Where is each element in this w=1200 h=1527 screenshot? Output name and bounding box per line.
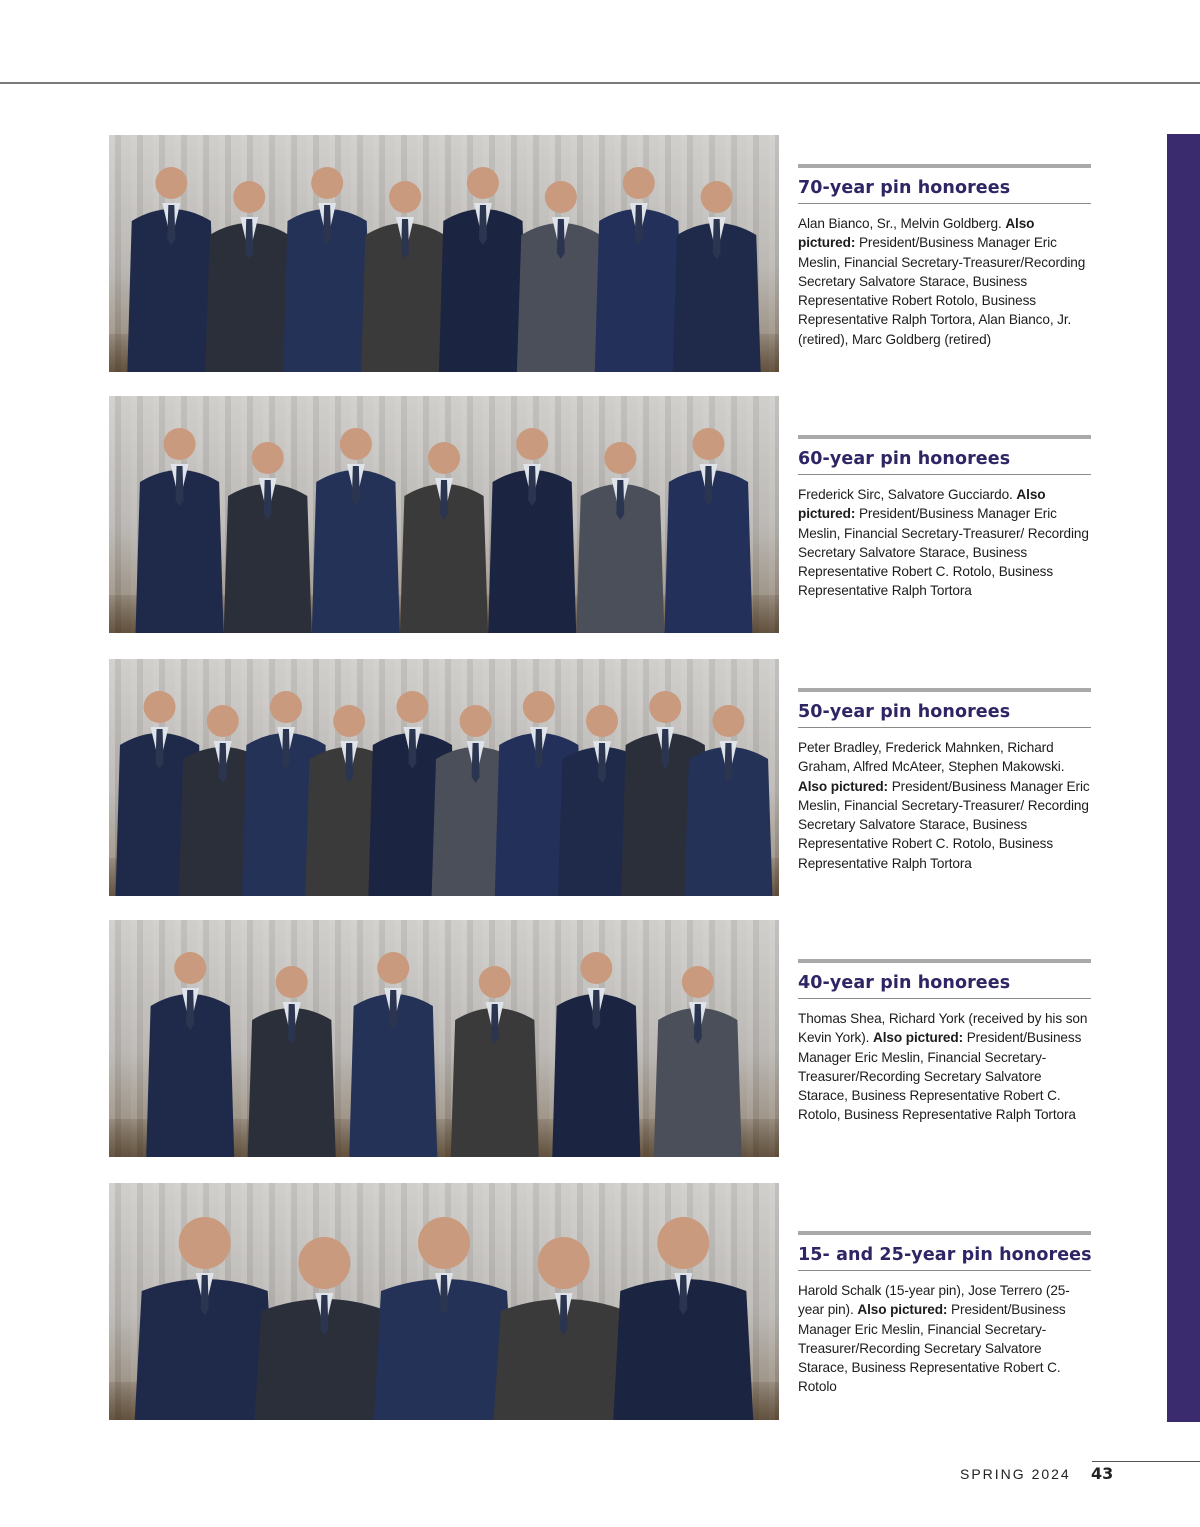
group-photo-60-year xyxy=(109,396,779,633)
section-heading: 40-year pin honorees xyxy=(798,973,1091,999)
person-figure xyxy=(205,181,293,372)
section-rule xyxy=(798,688,1091,692)
section-60-year xyxy=(798,435,1091,601)
honoree-names: Peter Bradley, Frederick Mahnken, Richard Graham, Alfred McAteer, Stephen Makowski. xyxy=(798,740,1065,775)
also-pictured-label: Also pictured: xyxy=(798,778,888,794)
group-photo-70-year xyxy=(109,135,779,372)
section-heading: 60-year pin honorees xyxy=(798,449,1091,475)
person-figure xyxy=(248,966,336,1157)
page-footer xyxy=(0,1461,1200,1501)
also-pictured-text: President/Business Manager Eric Meslin, Financial Secretary-Treasurer/Recording Secretary Salvatore Starace, Business Representative Robert C. Rotolo, Business Representative Ralph Tortora xyxy=(798,1030,1082,1123)
also-pictured-label: Also pictured: xyxy=(798,487,1046,522)
section-50-year xyxy=(798,688,1091,873)
person-figure xyxy=(224,442,312,633)
person-figure xyxy=(312,428,400,633)
top-rule xyxy=(0,82,1200,84)
person-figure xyxy=(361,181,449,372)
person-figure xyxy=(400,442,488,633)
also-pictured-label: Also pictured: xyxy=(857,1302,948,1318)
person-figure xyxy=(283,167,371,372)
person-figure xyxy=(576,442,664,633)
person-figure xyxy=(439,167,527,372)
honoree-names: Alan Bianco, Sr., Melvin Goldberg. xyxy=(798,216,1002,231)
person-figure xyxy=(136,428,224,633)
person-figure xyxy=(595,167,683,372)
person-figure xyxy=(254,1237,394,1420)
section-70-year xyxy=(798,164,1091,349)
person-figure xyxy=(488,428,576,633)
section-heading: 15- and 25-year pin honorees xyxy=(798,1245,1091,1271)
person-figure xyxy=(517,181,605,372)
section-rule xyxy=(798,1231,1091,1235)
footer-rule xyxy=(1092,1461,1200,1462)
issue-label: SPRING 2024 xyxy=(960,1466,1071,1482)
section-rule xyxy=(798,959,1091,963)
person-figure xyxy=(684,705,772,896)
person-figure xyxy=(613,1217,753,1420)
person-figure xyxy=(664,428,752,633)
also-pictured-label: Also pictured: xyxy=(873,1030,964,1046)
person-figure xyxy=(135,1217,275,1420)
page-number: 43 xyxy=(1091,1464,1114,1483)
group-photo-40-year xyxy=(109,920,779,1157)
section-caption xyxy=(798,1281,1091,1397)
person-figure xyxy=(146,952,234,1157)
section-15-25-year xyxy=(798,1231,1091,1397)
also-pictured-text: President/Business Manager Eric Meslin, Financial Secretary-Treasurer/ Recording Secretary Salvatore Starace, Business Representative Robert C. Rotolo, Business Representative Ralph Tortora xyxy=(798,778,1090,871)
person-figure xyxy=(127,167,215,372)
section-caption xyxy=(798,214,1091,349)
section-heading: 50-year pin honorees xyxy=(798,702,1091,728)
side-color-bar xyxy=(1167,134,1200,1422)
section-caption xyxy=(798,738,1091,873)
person-figure xyxy=(673,181,761,372)
section-rule xyxy=(798,164,1091,168)
also-pictured-text: President/Business Manager Eric Meslin, Financial Secretary-Treasurer/Recording Secretary Salvatore Starace, Business Representative Robert Rotolo, Business Representative Ralph Tortora, Alan Bianco, Jr. (retired), Marc Goldberg (retired) xyxy=(798,235,1086,347)
also-pictured-text: President/Business Manager Eric Meslin, Financial Secretary-Treasurer/Recording Secretary Salvatore Starace, Business Representative Robert C. Rotolo xyxy=(798,1302,1066,1395)
group-photo-50-year xyxy=(109,659,779,896)
also-pictured-label: Also pictured: xyxy=(798,216,1035,251)
honoree-names: Thomas Shea, Richard York (received by his son Kevin York). xyxy=(798,1011,1088,1046)
honoree-names: Frederick Sirc, Salvatore Gucciardo. xyxy=(798,487,1013,502)
section-heading: 70-year pin honorees xyxy=(798,178,1091,204)
person-figure xyxy=(374,1217,514,1420)
section-rule xyxy=(798,435,1091,439)
also-pictured-text: President/Business Manager Eric Meslin, Financial Secretary-Treasurer/ Recording Secretary Salvatore Starace, Business Representative Robert C. Rotolo, Business Representative Ralph Tortora xyxy=(798,506,1089,599)
person-figure xyxy=(552,952,640,1157)
section-caption xyxy=(798,485,1091,601)
section-40-year xyxy=(798,959,1091,1125)
person-figure xyxy=(451,966,539,1157)
person-figure xyxy=(494,1237,634,1420)
person-figure xyxy=(349,952,437,1157)
honoree-names: Harold Schalk (15-year pin), Jose Terrero (25-year pin). xyxy=(798,1283,1070,1318)
group-photo-15-25-year xyxy=(109,1183,779,1420)
section-caption xyxy=(798,1009,1091,1125)
person-figure xyxy=(654,966,742,1157)
